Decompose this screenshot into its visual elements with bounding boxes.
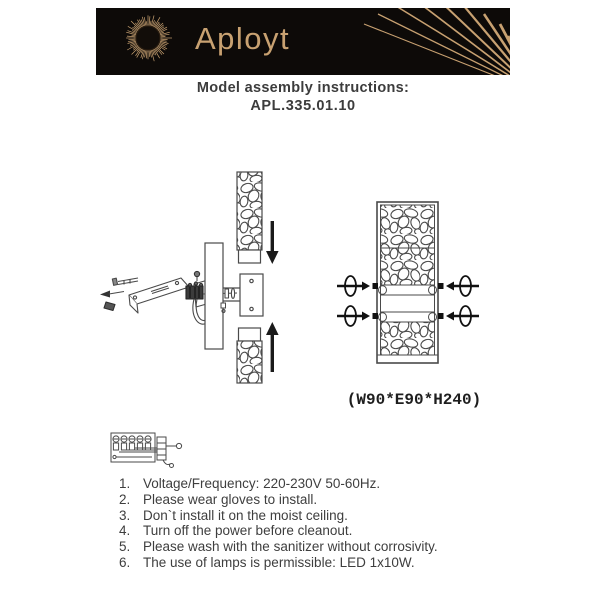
down-arrow-icon <box>266 221 279 264</box>
screw-rotation-icon <box>337 276 378 296</box>
bottom-shade <box>237 341 262 383</box>
terminal-block-icon <box>186 282 203 299</box>
page-title: Model assembly instructions: <box>196 80 410 96</box>
terminal-wiring-drawing <box>106 426 192 470</box>
screw-rotation-icon <box>438 276 479 296</box>
list-item: 6. The use of lamps is permissible: LED 1x10W. <box>119 554 415 570</box>
assembly-diagrams <box>90 150 510 420</box>
list-item: 1. Voltage/Frequency: 220-230V 50-60Hz. <box>119 476 381 491</box>
side-assembly-drawing <box>205 172 263 383</box>
list-item: 3. Don`t install it on the moist ceiling. <box>119 507 348 523</box>
screw-rotation-icon <box>438 306 479 326</box>
anchor-icon <box>104 302 115 311</box>
screw-rotation-icon <box>337 306 378 326</box>
list-item: 5. Please wash with the sanitizer without corrosivity. <box>119 539 438 555</box>
brand-logo-text: Aployt <box>195 21 291 56</box>
top-shade <box>237 172 262 250</box>
brand-header <box>96 8 510 75</box>
list-item: 4. Turn off the power before cleanout. <box>119 523 353 539</box>
title-block <box>96 80 510 115</box>
up-arrow-icon <box>266 322 279 372</box>
insert-arrow-icon <box>100 291 124 298</box>
model-number: APL.335.01.10 <box>250 98 356 114</box>
rays-icon <box>96 8 510 75</box>
dimensions-label: (W90*E90*H240) <box>346 391 482 409</box>
instruction-list <box>119 476 511 571</box>
lamp-front-view-drawing <box>377 202 438 363</box>
screw-icon <box>112 278 138 285</box>
list-item: 2. Please wear gloves to install. <box>119 491 318 507</box>
